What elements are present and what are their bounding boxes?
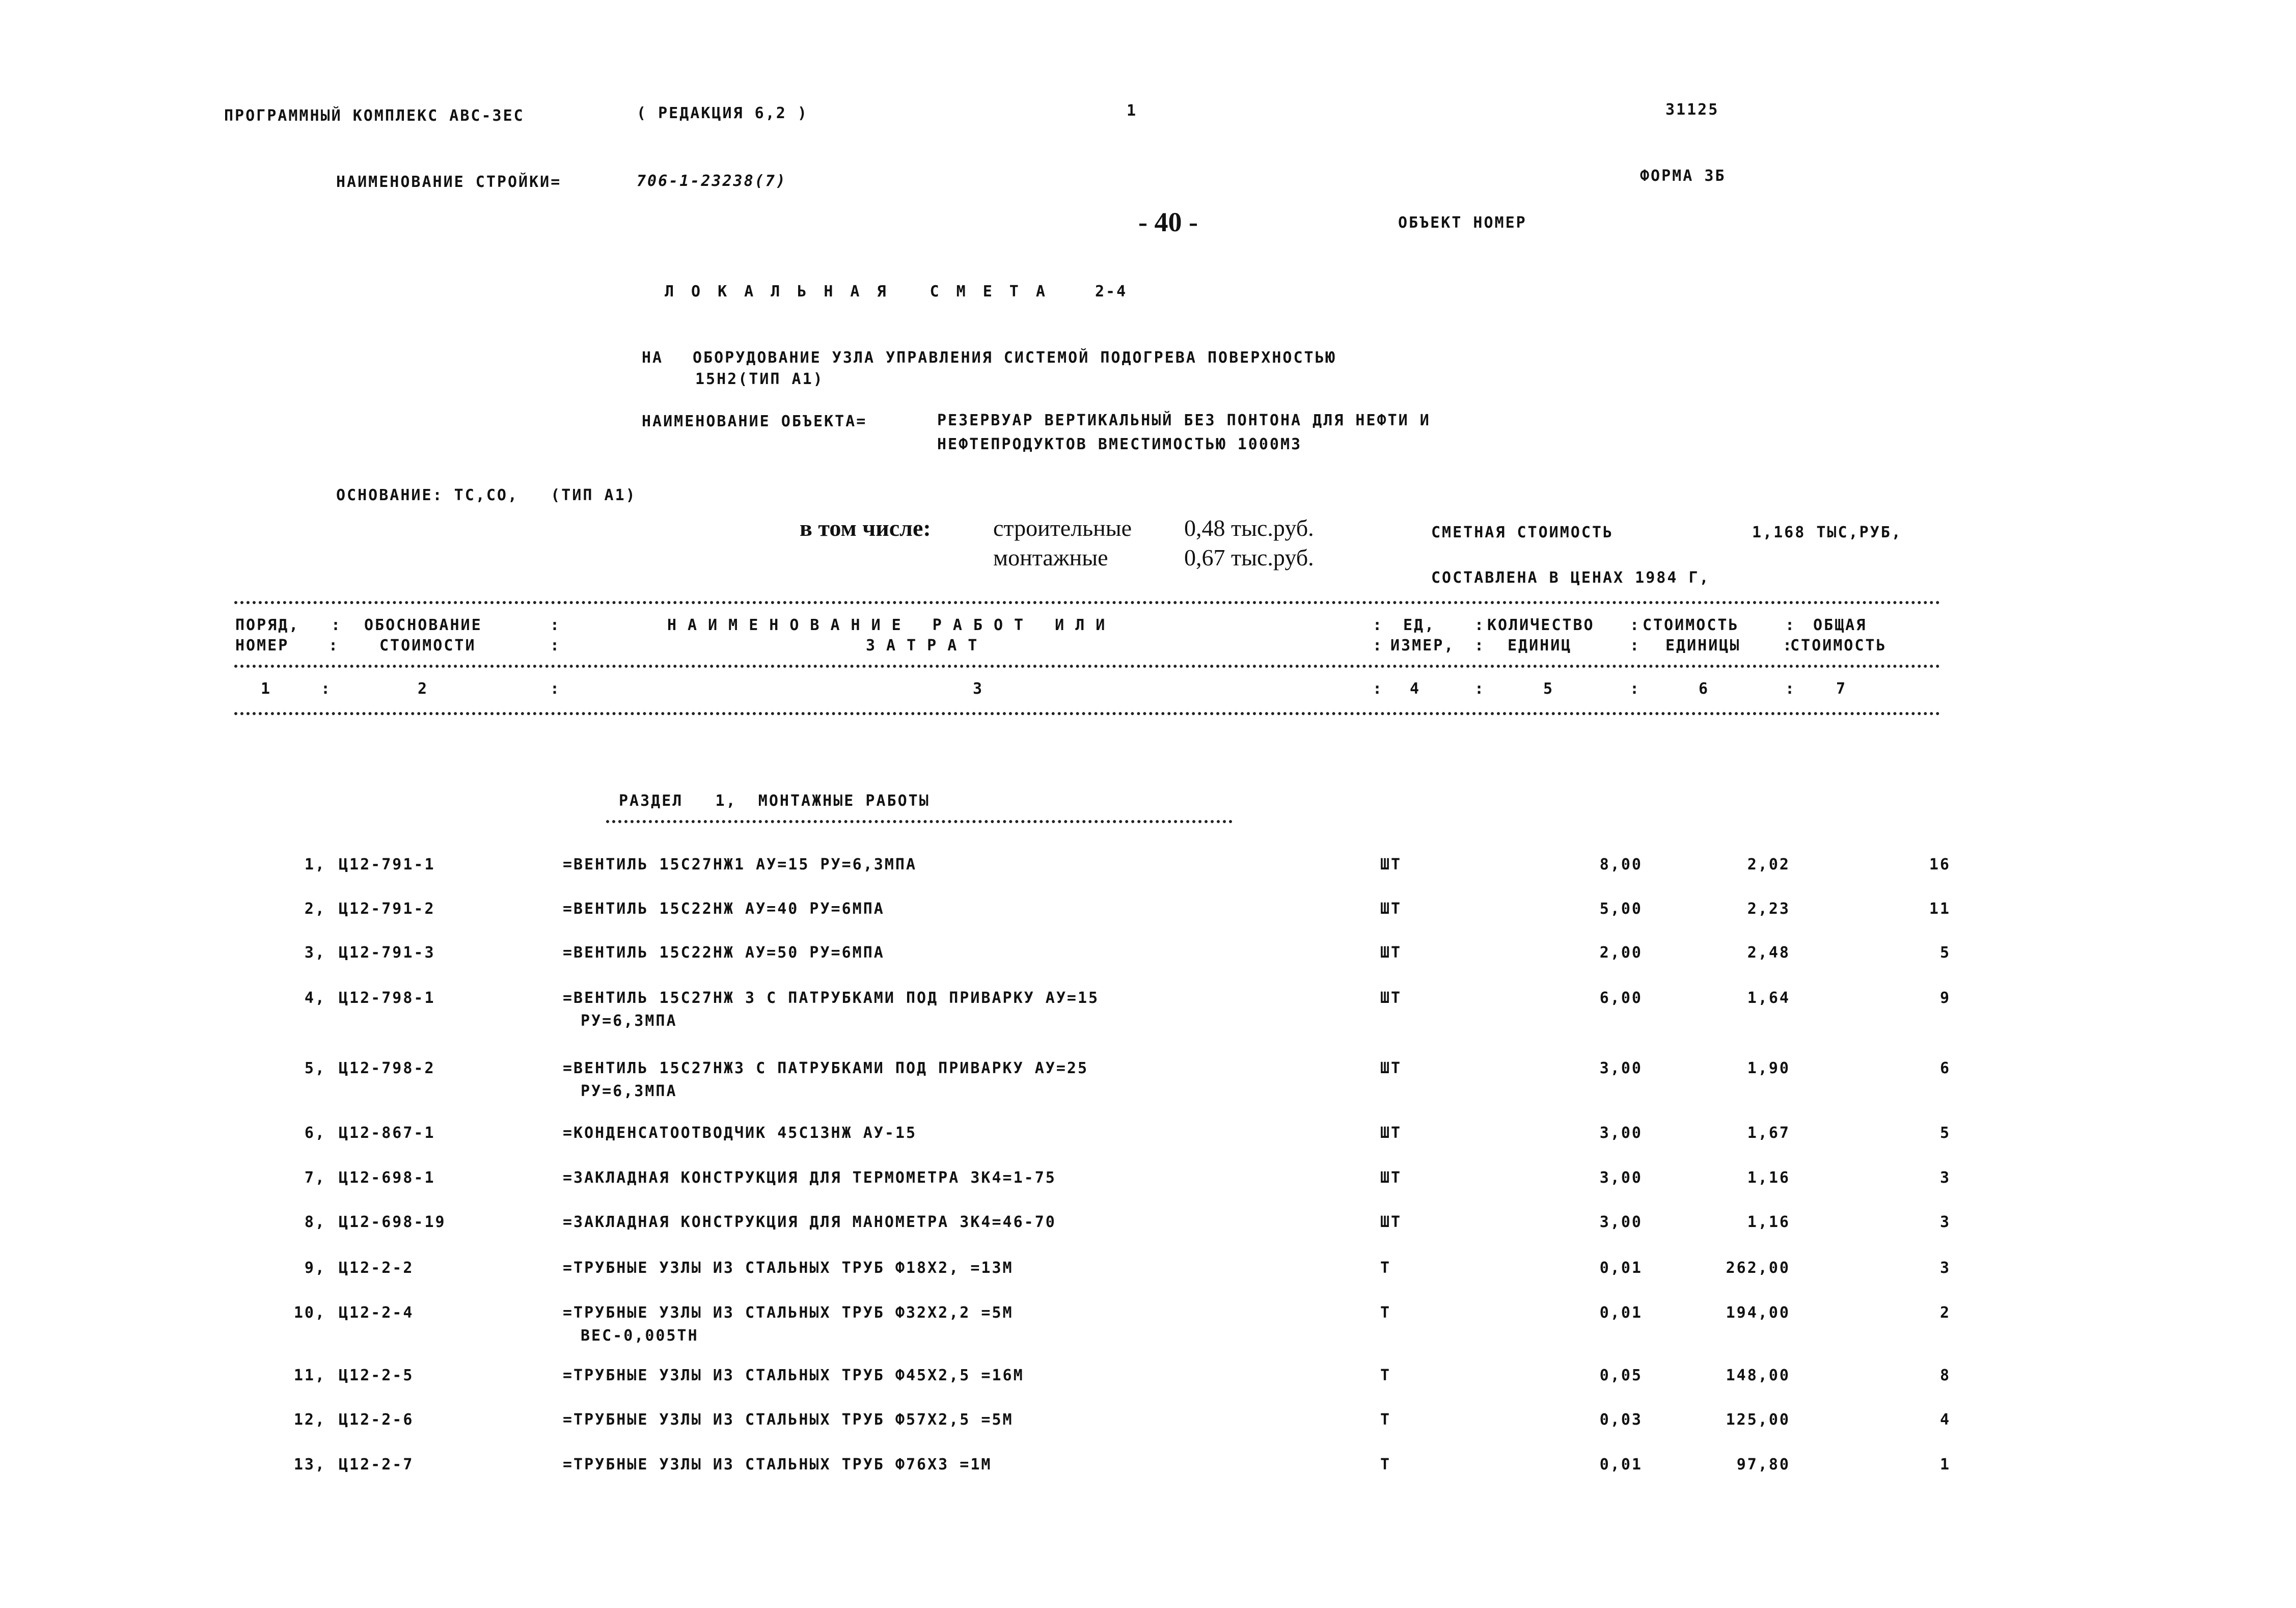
col-name-label: НАИМЕНОВАНИЕ РАБОТ ИЛИ — [667, 616, 1116, 634]
row-basis-code: Ц12-791-2 — [339, 900, 435, 918]
row-quantity: 0,03 — [1599, 1411, 1643, 1429]
col-name-label-2: ЗАТРАТ — [866, 637, 989, 655]
row-number: 8, — [304, 1213, 326, 1231]
table-top-rule — [234, 601, 1940, 604]
col-separator: : — [1785, 680, 1796, 698]
col-order-label-2: НОМЕР — [235, 637, 289, 655]
col-basis-label-2: СТОИМОСТИ — [379, 637, 476, 655]
col-order-label: ПОРЯД, — [235, 616, 300, 634]
row-total-cost: 4 — [1939, 1411, 1951, 1429]
col-unit-label-2: ИЗМЕР, — [1390, 637, 1455, 655]
row-total-cost: 11 — [1929, 900, 1951, 918]
row-unit: Т — [1380, 1367, 1391, 1384]
row-quantity: 0,01 — [1599, 1259, 1643, 1277]
col-separator: : — [1474, 616, 1486, 634]
row-basis-code: Ц12-698-19 — [339, 1213, 446, 1231]
row-unit: ШТ — [1380, 1124, 1402, 1142]
col-number-2: 2 — [418, 680, 429, 698]
row-number: 4, — [304, 989, 326, 1007]
row-number: 1, — [304, 856, 326, 874]
row-work-name: =КОНДЕНСАТООТВОДЧИК 45С13НЖ АУ-15 — [563, 1124, 917, 1142]
row-work-name: =ТРУБНЫЕ УЗЛЫ ИЗ СТАЛЬНЫХ ТРУБ Ф57Х2,5 =5М — [563, 1411, 1014, 1429]
form-label: ФОРМА 3Б — [1640, 167, 1726, 185]
row-total-cost: 6 — [1939, 1059, 1951, 1077]
row-quantity: 5,00 — [1599, 900, 1643, 918]
row-quantity: 6,00 — [1599, 989, 1643, 1007]
col-price-label-2: ЕДИНИЦЫ — [1665, 637, 1741, 655]
program-title: ПРОГРАММНЫЙ КОМПЛЕКС АВС-ЗЕС — [224, 107, 525, 125]
section-title: РАЗДЕЛ 1, МОНТАЖНЫЕ РАБОТЫ — [619, 792, 930, 810]
col-total-label: ОБЩАЯ — [1813, 616, 1867, 634]
estimate-number: 2-4 — [1095, 283, 1128, 301]
row-basis-code: Ц12-791-1 — [339, 856, 435, 874]
col-separator: : — [329, 637, 340, 655]
row-basis-code: Ц12-867-1 — [339, 1124, 435, 1142]
col-separator: : — [550, 616, 561, 634]
edition-label: ( РЕДАКЦИЯ 6,2 ) — [637, 104, 808, 122]
row-basis-code: Ц12-2-6 — [339, 1411, 414, 1429]
col-separator: : — [1373, 616, 1384, 634]
on-label: НА — [642, 349, 664, 367]
line-name-label: НАИМЕНОВАНИЕ СТРОЙКИ= — [336, 173, 562, 191]
construction-value: 0,48 тыс.руб. — [1184, 515, 1314, 541]
row-unit: Т — [1380, 1259, 1391, 1277]
row-work-name: =ВЕНТИЛЬ 15С27НЖ3 С ПАТРУБКАМИ ПОД ПРИВАРКУ АУ=25 — [563, 1059, 1089, 1077]
row-total-cost: 8 — [1939, 1367, 1951, 1384]
row-number: 10, — [293, 1304, 326, 1322]
row-unit: ШТ — [1380, 944, 1402, 962]
row-number: 3, — [304, 944, 326, 962]
row-unit: Т — [1380, 1304, 1391, 1322]
col-qty-label: КОЛИЧЕСТВО — [1487, 616, 1595, 634]
row-work-name-cont: РУ=6,3МПА — [581, 1012, 677, 1030]
row-work-name: =ТРУБНЫЕ УЗЛЫ ИЗ СТАЛЬНЫХ ТРУБ Ф18Х2, =13М — [563, 1259, 1014, 1277]
row-total-cost: 5 — [1939, 1124, 1951, 1142]
installation-label: монтажные — [993, 544, 1108, 570]
document-code: 31125 — [1665, 101, 1719, 119]
col-separator: : — [321, 680, 332, 698]
row-total-cost: 9 — [1939, 989, 1951, 1007]
estimated-cost-value: 1,168 ТЫС,РУБ, — [1752, 524, 1902, 541]
row-number: 11, — [293, 1367, 326, 1384]
row-unit: Т — [1380, 1411, 1391, 1429]
row-work-name: =ВЕНТИЛЬ 15С27НЖ 3 С ПАТРУБКАМИ ПОД ПРИВАРКУ АУ=15 — [563, 989, 1100, 1007]
estimated-cost-label: СМЕТНАЯ СТОИМОСТЬ — [1431, 524, 1614, 541]
row-basis-code: Ц12-798-2 — [339, 1059, 435, 1077]
col-separator: : — [1783, 637, 1794, 655]
page-number: - 40 - — [1138, 207, 1198, 237]
row-number: 9, — [304, 1259, 326, 1277]
row-basis-code: Ц12-798-1 — [339, 989, 435, 1007]
row-quantity: 3,00 — [1599, 1124, 1643, 1142]
col-separator: : — [1785, 616, 1796, 634]
row-total-cost: 16 — [1929, 856, 1951, 874]
col-number-3: 3 — [973, 680, 984, 698]
col-qty-label-2: ЕДИНИЦ — [1508, 637, 1572, 655]
row-total-cost: 5 — [1939, 944, 1951, 962]
col-unit-label: ЕД, — [1403, 616, 1436, 634]
row-basis-code: Ц12-2-5 — [339, 1367, 414, 1384]
row-quantity: 3,00 — [1599, 1169, 1643, 1187]
row-unit-price: 1,67 — [1747, 1124, 1790, 1142]
tick-mark: 1 — [1127, 102, 1138, 120]
row-unit-price: 2,23 — [1747, 900, 1790, 918]
row-work-name-cont: РУ=6,3МПА — [581, 1082, 677, 1100]
estimate-title: ЛОКАЛЬНАЯ СМЕТА — [665, 283, 1062, 301]
row-total-cost: 1 — [1939, 1456, 1951, 1474]
row-unit-price: 1,90 — [1747, 1059, 1790, 1077]
row-work-name: =ЗАКЛАДНАЯ КОНСТРУКЦИЯ ДЛЯ МАНОМЕТРА ЗК4=46-70 — [563, 1213, 1056, 1231]
row-work-name: =ТРУБНЫЕ УЗЛЫ ИЗ СТАЛЬНЫХ ТРУБ Ф32Х2,2 =5М — [563, 1304, 1014, 1322]
row-unit-price: 194,00 — [1726, 1304, 1790, 1322]
col-separator: : — [1630, 680, 1641, 698]
object-number-label: ОБЪЕКТ НОМЕР — [1398, 214, 1527, 232]
object-name-label: НАИМЕНОВАНИЕ ОБЪЕКТА= — [642, 413, 867, 430]
row-unit: Т — [1380, 1456, 1391, 1474]
row-basis-code: Ц12-791-3 — [339, 944, 435, 962]
row-unit-price: 2,02 — [1747, 856, 1790, 874]
row-quantity: 3,00 — [1599, 1213, 1643, 1231]
col-separator: : — [1474, 637, 1486, 655]
row-work-name: =ТРУБНЫЕ УЗЛЫ ИЗ СТАЛЬНЫХ ТРУБ Ф76Х3 =1М — [563, 1456, 992, 1474]
col-total-label-2: СТОИМОСТЬ — [1790, 637, 1887, 655]
row-unit-price: 125,00 — [1726, 1411, 1790, 1429]
row-unit-price: 148,00 — [1726, 1367, 1790, 1384]
installation-value: 0,67 тыс.руб. — [1184, 544, 1314, 570]
row-unit-price: 2,48 — [1747, 944, 1790, 962]
row-work-name: =ТРУБНЫЕ УЗЛЫ ИЗ СТАЛЬНЫХ ТРУБ Ф45Х2,5 =16М — [563, 1367, 1024, 1384]
object-name-line2: НЕФТЕПРОДУКТОВ ВМЕСТИМОСТЬЮ 1000М3 — [937, 435, 1302, 453]
row-total-cost: 3 — [1939, 1213, 1951, 1231]
col-separator: : — [1373, 680, 1384, 698]
row-work-name: =ВЕНТИЛЬ 15С27НЖ1 АУ=15 РУ=6,3МПА — [563, 856, 917, 874]
row-unit-price: 262,00 — [1726, 1259, 1790, 1277]
row-total-cost: 3 — [1939, 1169, 1951, 1187]
col-separator: : — [1373, 637, 1384, 655]
basis-line: ОСНОВАНИЕ: ТС,СО, (ТИП А1) — [336, 486, 637, 504]
row-quantity: 0,01 — [1599, 1456, 1643, 1474]
prices-note: СОСТАВЛЕНА В ЦЕНАХ 1984 Г, — [1431, 569, 1710, 587]
row-work-name: =ВЕНТИЛЬ 15С22НЖ АУ=50 РУ=6МПА — [563, 944, 885, 962]
table-numbers-rule — [234, 712, 1940, 715]
col-number-4: 4 — [1410, 680, 1421, 698]
row-work-name: =ВЕНТИЛЬ 15С22НЖ АУ=40 РУ=6МПА — [563, 900, 885, 918]
row-total-cost: 3 — [1939, 1259, 1951, 1277]
col-number-5: 5 — [1543, 680, 1554, 698]
on-text-line1: ОБОРУДОВАНИЕ УЗЛА УПРАВЛЕНИЯ СИСТЕМОЙ ПОДОГРЕВА ПОВЕРХНОСТЬЮ — [693, 349, 1336, 367]
col-separator: : — [1474, 680, 1486, 698]
row-work-name-cont: ВЕС-0,005ТН — [581, 1327, 699, 1345]
row-unit-price: 97,80 — [1736, 1456, 1790, 1474]
row-basis-code: Ц12-698-1 — [339, 1169, 435, 1187]
row-work-name: =ЗАКЛАДНАЯ КОНСТРУКЦИЯ ДЛЯ ТЕРМОМЕТРА ЗК4=1-75 — [563, 1169, 1056, 1187]
row-basis-code: Ц12-2-4 — [339, 1304, 414, 1322]
row-basis-code: Ц12-2-2 — [339, 1259, 414, 1277]
row-quantity: 8,00 — [1599, 856, 1643, 874]
row-number: 13, — [293, 1456, 326, 1474]
row-number: 6, — [304, 1124, 326, 1142]
row-number: 2, — [304, 900, 326, 918]
col-separator: : — [550, 637, 561, 655]
row-unit: ШТ — [1380, 900, 1402, 918]
construction-label: строительные — [993, 515, 1132, 541]
row-number: 12, — [293, 1411, 326, 1429]
object-name-line1: РЕЗЕРВУАР ВЕРТИКАЛЬНЫЙ БЕЗ ПОНТОНА ДЛЯ НЕФТИ И — [937, 412, 1431, 429]
row-quantity: 0,05 — [1599, 1367, 1643, 1384]
row-unit: ШТ — [1380, 856, 1402, 874]
row-total-cost: 2 — [1939, 1304, 1951, 1322]
col-number-1: 1 — [261, 680, 272, 698]
row-quantity: 0,01 — [1599, 1304, 1643, 1322]
row-quantity: 2,00 — [1599, 944, 1643, 962]
row-unit: ШТ — [1380, 1169, 1402, 1187]
row-unit: ШТ — [1380, 1213, 1402, 1231]
col-number-6: 6 — [1699, 680, 1710, 698]
row-quantity: 3,00 — [1599, 1059, 1643, 1077]
including-label: в том числе: — [800, 515, 931, 541]
col-price-label: СТОИМОСТЬ — [1643, 616, 1739, 634]
col-number-7: 7 — [1836, 680, 1847, 698]
table-header-rule — [234, 665, 1940, 668]
on-text-line2: 15Н2(ТИП А1) — [695, 370, 824, 388]
col-separator: : — [1630, 616, 1641, 634]
row-unit-price: 1,64 — [1747, 989, 1790, 1007]
row-number: 7, — [304, 1169, 326, 1187]
col-separator: : — [331, 616, 342, 634]
row-basis-code: Ц12-2-7 — [339, 1456, 414, 1474]
row-unit-price: 1,16 — [1747, 1169, 1790, 1187]
col-separator: : — [1630, 637, 1641, 655]
col-separator: : — [550, 680, 561, 698]
row-unit-price: 1,16 — [1747, 1213, 1790, 1231]
col-basis-label: ОБОСНОВАНИЕ — [364, 616, 482, 634]
row-unit: ШТ — [1380, 1059, 1402, 1077]
section-underline — [606, 820, 1233, 823]
row-number: 5, — [304, 1059, 326, 1077]
line-name-value: 706-1-23238(7) — [637, 172, 787, 190]
row-unit: ШТ — [1380, 989, 1402, 1007]
